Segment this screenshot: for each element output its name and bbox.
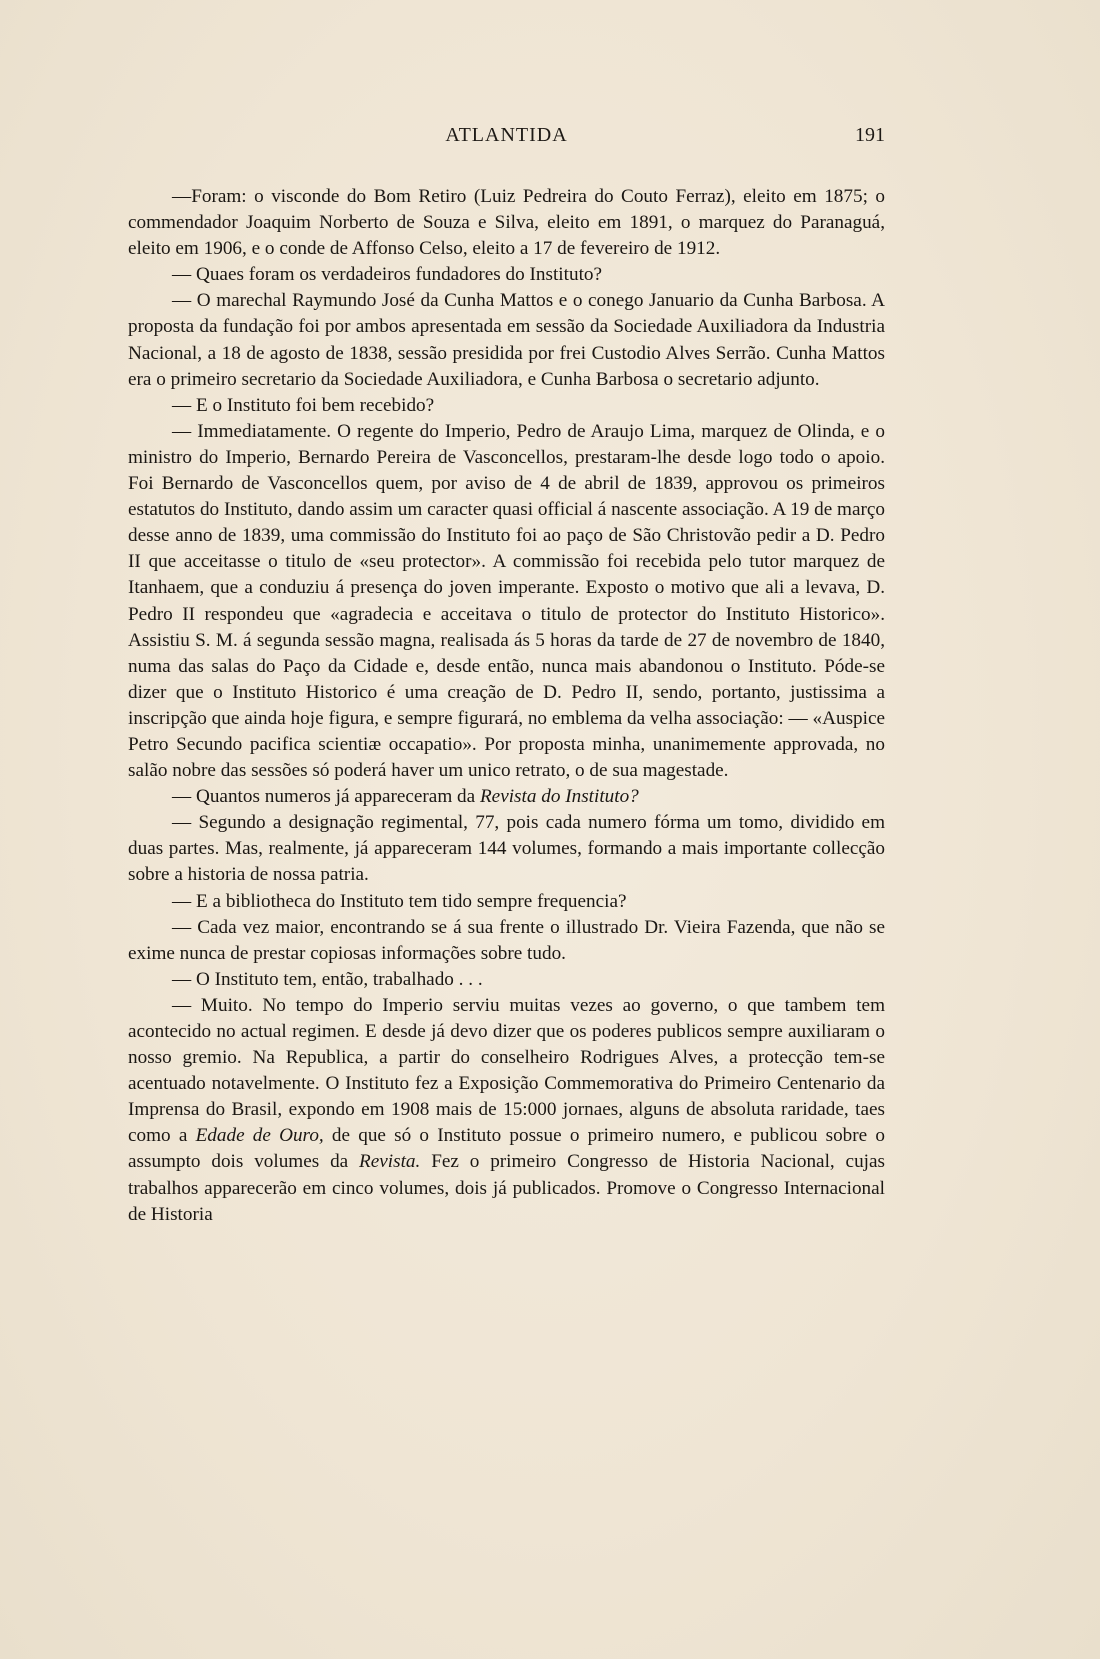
text-run: — O marechal Raymundo José da Cunha Mattos e o conego Januario da Cunha Barbosa. A proposta da fundação foi por ambos apresentada em sessão da Sociedade Auxiliadora da Industria Nacional, a 18 de agosto de 1838, sessão presidida por frei Custodio Alves Serrão. Cunha Mattos era o primeiro secretario da Sociedade Auxiliadora, e Cunha Barbosa o secretario adjunto. xyxy=(128,290,885,390)
page-number: 191 xyxy=(855,124,885,146)
text-run: — Quaes foram os verdadeiros fundadores do Instituto? xyxy=(172,264,603,286)
paragraph xyxy=(128,419,885,784)
paragraph xyxy=(128,288,885,392)
italic-title: Edade de Ouro, xyxy=(195,1125,324,1147)
paragraph xyxy=(128,993,885,1228)
running-title: ATLANTIDA xyxy=(445,124,568,146)
paragraph xyxy=(128,915,885,967)
text-run: — Quantos numeros já appareceram da xyxy=(172,786,480,808)
text-run: —Foram: o visconde do Bom Retiro (Luiz Pedreira do Couto Ferraz), eleito em 1875; o commendador Joaquim Norberto de Souza e Silva, eleito em 1891, o marquez do Paranaguá, eleito em 1906, e o conde de Affonso Celso, eleito a 17 de fevereiro de 1912. xyxy=(128,186,885,260)
body-text xyxy=(128,184,885,1228)
paragraph xyxy=(128,262,885,288)
paragraph xyxy=(128,393,885,419)
paragraph xyxy=(128,889,885,915)
text-run: — Segundo a designação regimental, 77, pois cada numero fórma um tomo, dividido em duas partes. Mas, realmente, já appareceram 144 volumes, formando a mais importante collecção sobre a historia de nossa patria. xyxy=(128,812,885,886)
text-run: — Muito. No tempo do Imperio serviu muitas vezes ao governo, o que tambem tem acontecido no actual regimen. E desde já devo dizer que os poderes publicos sempre auxiliaram o nosso gremio. Na Republica, a partir do conselheiro Rodrigues Alves, a protecção tem-se acentuado notavelmente. O Instituto fez a Exposição Commemorativa do Primeiro Centenario da Imprensa do Brasil, expondo em 1908 mais de 15:000 jornaes, alguns de absoluta raridade, taes como a xyxy=(128,994,885,1147)
italic-title: Revista. xyxy=(359,1151,421,1173)
paragraph xyxy=(128,967,885,993)
text-run: — E a bibliotheca do Instituto tem tido sempre frequencia? xyxy=(172,890,627,912)
text-run: — Immediatamente. O regente do Imperio, Pedro de Araujo Lima, marquez de Olinda, e o ministro do Imperio, Bernardo Pereira de Vasconcellos, prestaram-lhe desde logo todo o apoio. Foi Bernardo de Vasconcellos quem, por aviso de 4 de abril de 1839, approvou os primeiros estatutos do Instituto, dando assim um caracter quasi official á nascente associação. A 19 de março desse anno de 1839, uma commissão do Instituto foi ao paço de São Christovão pedir a D. Pedro II que acceitasse o titulo de «seu protector». A commissão foi recebida pelo tutor marquez de Itanhaem, que a conduziu á presença do joven imperante. Exposto o motivo que ali a levava, D. Pedro II respondeu que «agradecia e acceitava o titulo de protector do Instituto Historico». Assistiu S. M. á segunda sessão magna, realisada ás 5 horas da tarde de 27 de novembro de 1840, numa das salas do Paço da Cidade e, desde então, nunca mais abandonou o Instituto. Póde-se dizer que o Instituto Historico é uma creação de D. Pedro II, sendo, portanto, justissima a inscripção que ainda hoje figura, e sempre figurará, no emblema da velha associação: — «Auspice Petro Secundo pacifica scientiæ occapatio». Por proposta minha, unanimemente approvada, no salão nobre das sessões só poderá haver um unico retrato, o de sua magestade. xyxy=(128,420,885,782)
text-run: — Cada vez maior, encontrando se á sua frente o illustrado Dr. Vieira Fazenda, que não se exime nunca de prestar copiosas informações sobre tudo. xyxy=(128,916,885,964)
paragraph xyxy=(128,810,885,888)
page-header xyxy=(128,124,885,154)
text-run: Fez o primeiro Congresso de Historia Nacional, cujas trabalhos apparecerão em cinco volumes, dois já publicados. Promove o Congresso Internacional de Historia xyxy=(128,1151,885,1225)
text-run: — E o Instituto foi bem recebido? xyxy=(172,394,435,416)
paragraph xyxy=(128,784,885,810)
text-run: de que só o Instituto possue o primeiro numero, e publicou sobre o assumpto dois volumes da xyxy=(128,1125,885,1173)
italic-title: Revista do Instituto? xyxy=(479,786,639,808)
paragraph xyxy=(128,184,885,262)
text-run: — O Instituto tem, então, trabalhado . . . xyxy=(172,968,483,990)
